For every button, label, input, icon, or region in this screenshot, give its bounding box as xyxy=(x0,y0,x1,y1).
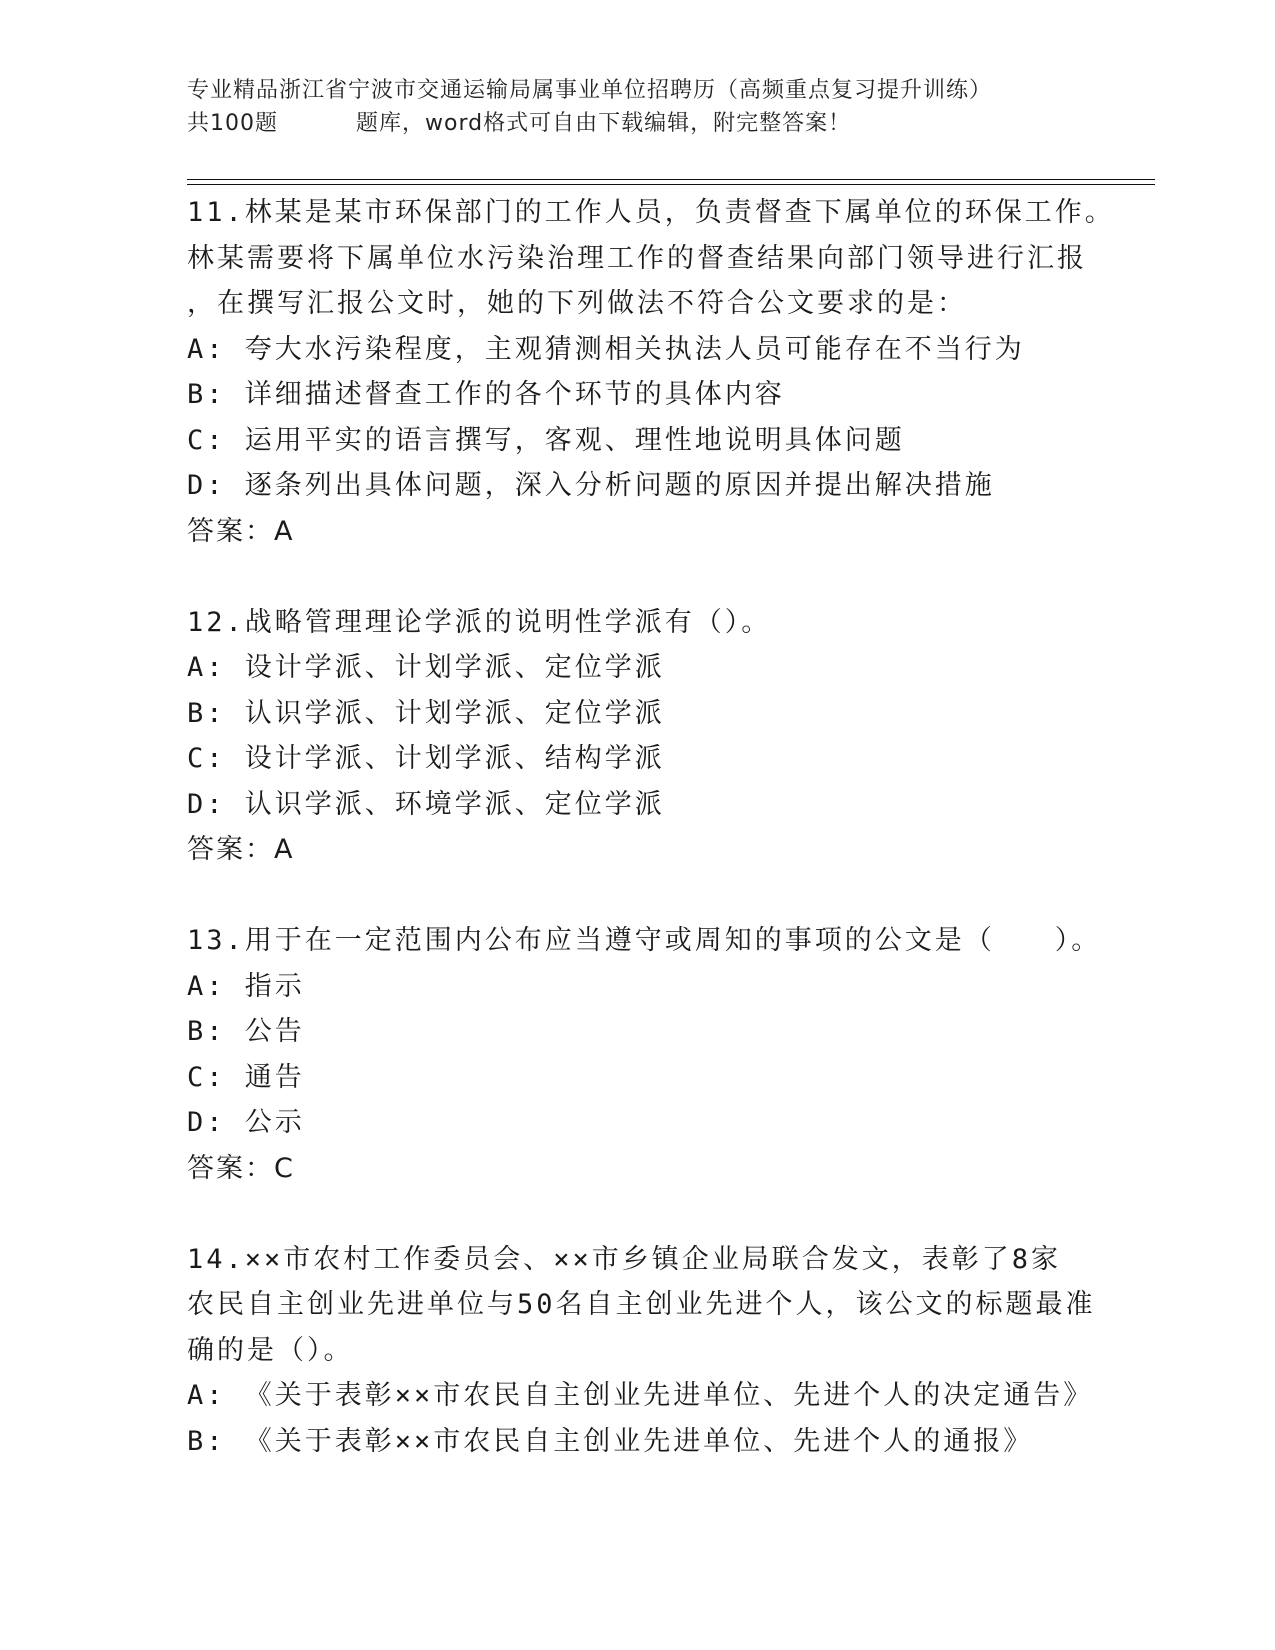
option-b: B: 详细描述督查工作的各个环节的具体内容 xyxy=(187,379,785,410)
header-divider-top xyxy=(187,179,1155,180)
option-a: A: 《关于表彰××市农民自主创业先进单位、先进个人的决定通告》 xyxy=(187,1380,1094,1411)
question-13 xyxy=(187,918,1147,1191)
option-a: A: 指示 xyxy=(187,970,305,1002)
option-c: C: 运用平实的语言撰写，客观、理性地说明具体问题 xyxy=(187,424,905,456)
option-c: C: 通告 xyxy=(187,1061,305,1093)
question-stem-line: 14.××市农村工作委员会、××市乡镇企业局联合发文，表彰了8家 xyxy=(187,1243,1062,1275)
answer-line: 答案：A xyxy=(187,515,295,547)
option-a: A: 设计学派、计划学派、定位学派 xyxy=(187,652,665,683)
question-stem-line: 林某需要将下属单位水污染治理工作的督查结果向部门领导进行汇报 xyxy=(187,242,1087,274)
question-stem-line: 11.林某是某市环保部门的工作人员，负责督查下属单位的环保工作。 xyxy=(187,197,1115,228)
option-d: D: 公示 xyxy=(187,1107,305,1138)
option-a: A: 夸大水污染程度，主观猜测相关执法人员可能存在不当行为 xyxy=(187,333,1025,365)
option-b: B: 认识学派、计划学派、定位学派 xyxy=(187,697,665,729)
question-list xyxy=(187,190,1147,1510)
header-count: 共100题 xyxy=(187,111,278,136)
question-stem-line: 13.用于在一定范围内公布应当遵守或周知的事项的公文是（ ）。 xyxy=(187,925,1102,956)
question-14 xyxy=(187,1237,1147,1465)
question-stem-line: 确的是（）。 xyxy=(187,1334,354,1366)
option-d: D: 逐条列出具体问题，深入分析问题的原因并提出解决措施 xyxy=(187,470,995,501)
answer-line: 答案：C xyxy=(187,1152,295,1184)
option-b: B: 《关于表彰××市农民自主创业先进单位、先进个人的通报》 xyxy=(187,1425,1034,1457)
header-subtitle-line xyxy=(187,107,1147,140)
question-stem-line: 12.战略管理理论学派的说明性学派有（）。 xyxy=(187,606,772,638)
question-stem-line: 农民自主创业先进单位与50名自主创业先进个人，该公文的标题最准 xyxy=(187,1289,1096,1320)
option-c: C: 设计学派、计划学派、结构学派 xyxy=(187,743,665,774)
header-divider-bottom xyxy=(187,184,1155,185)
question-stem-line: ，在撰写汇报公文时，她的下列做法不符合公文要求的是： xyxy=(187,288,967,319)
option-d: D: 认识学派、环境学派、定位学派 xyxy=(187,788,665,820)
question-11 xyxy=(187,190,1147,554)
answer-line: 答案：A xyxy=(187,834,295,865)
header-note: 题库，word格式可自由下载编辑，附完整答案！ xyxy=(356,111,852,136)
question-12 xyxy=(187,600,1147,873)
header-title-line: 专业精品浙江省宁波市交通运输局属事业单位招聘历（高频重点复习提升训练） xyxy=(187,78,993,103)
option-b: B: 公告 xyxy=(187,1016,305,1047)
document-header xyxy=(187,74,1147,140)
